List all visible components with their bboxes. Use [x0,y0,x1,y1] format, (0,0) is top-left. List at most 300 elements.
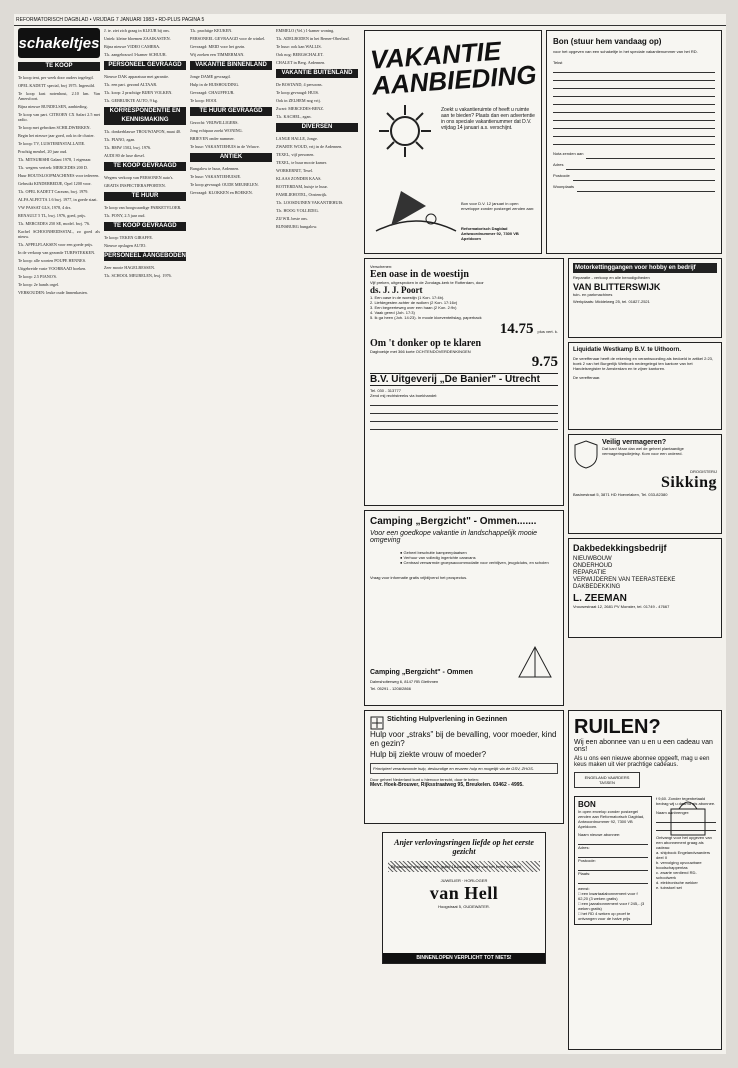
classified-ad [18,75,100,80]
hulp-italic: Principieel verantwoorde hulp, deskundige en ervaren hulp en mogelijk via de GSV, ZHOS. [370,763,558,774]
ruilen-badge: ENGELAND VAARDERS TASSEN [574,772,640,788]
classified-ad [276,106,358,111]
camping-ad [364,510,564,706]
ruilen-plaats-field[interactable] [578,876,648,884]
stichting-logo-icon [370,716,384,730]
vakantie-address: Reformatorisch Dagblad Antwoordnummer 92, 7300 VB Apeldoorn [461,226,519,241]
ruilen-ad [568,710,722,1050]
ad-text: VERKOUDEN: leuke oude linnenkasten. [18,290,88,295]
classified-ad [18,83,100,88]
ads-list-2e [104,205,186,218]
order-note: Zend mij rechtstreeks via boekhandel: [370,393,438,398]
ad-text: T.h. HOOG VOLLEDIG. [276,208,319,213]
ruilen-gift[interactable]: d. elektronische wekker [656,880,698,885]
classified-ad [190,44,272,49]
ad-text: Te koop: HOOI. [190,98,218,103]
classified-ad [276,36,358,41]
classified-ad [276,90,358,95]
classified-ad [104,175,186,180]
classified-ad [18,290,100,295]
order-line[interactable] [370,406,558,414]
ad-text: Te koop van part. CITROEN CX Safari 2.5 met radio. [18,112,100,122]
ad-text: PERSONEEL GEVRAAGD voor de winkel. [190,36,266,41]
bon-text-line[interactable] [553,65,715,73]
ads-list-4c [276,136,358,229]
classifieds-column-3 [190,28,272,198]
category-te-huur: TE HUUR [104,192,186,201]
ads-list-2f [104,235,186,248]
order-form-lines[interactable] [370,398,558,430]
classified-ad [276,192,358,197]
sikking-address: Basinestraat 5, 3871 HD Hoevelaken, Tel. 033-82380 [573,492,668,497]
classified-ad [18,258,100,263]
sikking-brand: Sikking [661,474,717,491]
ad-text: Gebruikt KINDERBEDJE, Opel 1200 voor. [18,181,92,186]
bon-woonplaats-row[interactable] [553,184,715,192]
ad-text: Gevraagd: KLOKKEN en BOEKEN. [190,190,253,195]
ad-text: Uitgebreide vaste VOORRAAD boeken. [18,266,87,271]
ad-text: De BOSTAND, 4 persoons. [276,82,323,87]
bon-postcode-row[interactable] [553,173,715,181]
classified-ad [104,273,186,278]
category-diversen: DIVERSEN [276,123,358,132]
classified-ad [190,52,272,57]
page-header: REFORMATORISCH DAGBLAD • VRIJDAG 7 JANUARI 1983 • RD-PLUS PAGINA 5 [14,14,726,26]
classified-ad [18,181,100,186]
ad-text: In de verkoop van gezonde TURFSTEKKEN. [18,250,96,255]
book-items [370,295,558,320]
ruilen-option[interactable]: □ een kwartaalabonnement voor f 62,20 (3 weken gratis) [578,891,638,901]
ruilen-plaats-label: Plaats: [578,871,591,876]
bon-text-line[interactable] [553,81,715,89]
classified-ad [190,136,272,141]
classified-ad [18,133,100,138]
classified-ad [276,200,358,205]
classified-ad [104,52,186,57]
classified-ad [276,168,358,173]
classified-ad [104,98,186,103]
classified-ad [18,165,100,170]
ad-text: Begin het nieuwe jaar goed, ook in de cluster. [18,133,95,138]
ad-text: T.k. APPELFLAKSEN voor een goede prijs. [18,242,94,247]
classified-ad [18,221,100,226]
motor-ad [568,258,722,338]
category-vakantie-binnenland: VAKANTIE BINNENLAND [190,61,272,70]
dak-name: L. ZEEMAN [573,593,627,604]
classified-ad [276,98,358,103]
classified-ad [18,282,100,287]
ad-text: Wegens verkoop van PERSONEN auto's. [104,175,174,180]
ads-list-4b [276,82,358,119]
classified-ad [276,28,358,33]
ad-text: T.k. wegens vertrek: MERCEDES 200 D. [18,165,88,170]
ad-text: LANGE HALLE, Jonge. [276,136,318,141]
classified-ad [18,157,100,162]
ad-text: Hulp in de HUISHOUDING. [190,82,240,87]
ad-text: TEXEL, te huur mooie kamer. [276,160,327,165]
classified-ad [276,60,358,65]
bon-adres-field[interactable] [566,162,715,170]
classified-ad [276,52,358,57]
ad-text: Prachtig meubel, 20 jaar oud. [18,149,68,154]
bon-adres-row[interactable] [553,162,715,170]
sun-beach-icon [375,101,435,161]
classified-ad [190,120,272,125]
book2-subtitle: Dagboekje met 366 korte OCHTENDOVERDENKINGEN [370,349,471,354]
sikking-small: DROGISTERIJ [690,469,717,474]
classified-ad [18,242,100,247]
bon-naam-field[interactable] [586,151,715,159]
category-te-koop: TE KOOP [18,62,100,71]
bon-text-line[interactable] [553,97,715,105]
ruilen-gift[interactable]: b. vervolging opvouwbare boodschappentas [656,860,702,870]
ad-text: Huur HOUTSLOOPMACHINES voor iedereen. [18,173,100,178]
liquidatie-sign: De vereffenaar. [573,375,601,380]
vanhell-title: Anjer verlovingsringen liefde op het eerste gezicht [394,838,534,856]
ruilen-naam-label: Naam nieuwe abonnee: [578,832,621,837]
sikking-body: Dat kan! Maar dan wel de geheel plantaardige vermageringsdiejetsy. Kom voor een ordered. [602,446,684,456]
classified-ad [18,112,100,122]
ad-text: Gezocht: VRIJWILLIGERS. [190,120,239,125]
bag-gift-icon [663,797,713,837]
classified-ad [104,213,186,218]
book2-price: 9.75 [531,354,558,370]
classified-ad [104,44,186,49]
classified-ad [190,128,272,133]
ad-text: Bungalow te huur, Ardennen. [190,166,240,171]
ads-list-3b [190,74,272,103]
ruilen-naam-field[interactable] [578,837,648,845]
order-line[interactable] [370,422,558,430]
ad-text: T.k. OPEL KADETT Caravan, bwj. 1979. [18,189,89,194]
motor-line2: tuin- en parkmachines [573,292,613,297]
ad-text: Te koop kast notenhout, 2.10 km. Van Amersfoort. [18,91,100,101]
sikking-title: Veilig vermageren? [602,439,667,446]
classified-ad [190,82,272,87]
sikking-ad [568,434,722,534]
category-te-huur-gevraagd: TE HUUR GEVRAAGD [190,107,272,116]
classified-ad [104,205,186,210]
classified-ad [104,82,186,87]
ad-text: GRATIS INSPECTIERAPPORTEN. [104,183,166,188]
order-line[interactable] [370,414,558,422]
ads-list-3d [190,166,272,195]
ads-list-4a [276,28,358,65]
bon-text-line[interactable] [553,73,715,81]
ad-text: T.k. ADELBODEN in het Berner-Oberland. [276,36,350,41]
ruilen-gift[interactable]: c. zwarte verdiend RD-schoolwerk [656,870,697,880]
bon-naam-row[interactable] [553,151,715,159]
camping-bullets [400,550,558,565]
ads-list-2b [104,74,186,103]
ad-text: Gevraagd: MEID voor het gezin. [190,44,246,49]
classified-ad [276,44,358,49]
bon-text-lines[interactable] [553,65,715,145]
camping-subtitle: Voor een goedkope vakantie in landschappelijk mooie omgeving [370,530,538,544]
ad-text: VW PASSAT GLS, 1978, 4 drs. [18,205,72,210]
book-price: 14.75 [499,321,534,337]
bon-title: Bon (stuur hem vandaag op) [553,37,662,46]
ad-text: Wij zoeken een TIMMERMAN. [190,52,245,57]
classified-ad [104,153,186,158]
ad-text: T.k. donkerblauwe TROUWJAPON, maat 40. [104,129,182,134]
ad-text: Kachel SCHOONHEIDSSTAL, zo goed als nieuw. [18,229,100,239]
ad-text: Te koop: TEKEN GIRAFFE. [104,235,153,240]
ad-text: Te koop: 2.5 PIANO'S. [18,274,57,279]
ad-text: T.k. een part. gezond ALTAAR. [104,82,158,87]
ruilen-wenst-label: wenst: [578,886,590,891]
ads-list-2g [104,265,186,278]
bon-text-line[interactable] [553,89,715,97]
hulp-ad [364,710,564,824]
ruilen-bon-title: BON [578,800,596,809]
ad-text: Jong echtpaar zoekt WONING. [190,128,243,133]
classified-ad [104,90,186,95]
book-item: 5. Ik ga heen (Joh. 14:23). In mooie kloeventeitslag, paperback [370,315,482,320]
ruilen-bon-body: In open envelop zonder postzegel zenden aan Reformatorisch Dagblad, Antwoordnummer 92, 7300 VB Apeldoorn. [578,809,645,829]
bon-intro: voor het opgeven van een schakeltje in het speciale vakantienummer van het RD. [553,49,698,54]
category-personeel-aangeboden: PERSONEEL AANGEBODEN [104,253,186,259]
classified-ad [190,166,272,171]
ads-list-2c [104,129,186,158]
liquidatie-title: Liquidatie Westkamp B.V. te Uithoorn. [573,347,682,353]
bon-text-line[interactable] [553,137,715,145]
vanhell-brand: van Hell [429,883,499,903]
publisher: B.V. Uitgeverij „De Banier" - Utrecht [370,373,558,386]
ad-text: WORKERNIT, Texel. [276,168,314,173]
ad-text: ROTTERDAM, huisje te huur. [276,184,328,189]
bon-woonplaats-field[interactable] [577,184,715,192]
classified-ad [18,229,100,239]
classified-ad [276,82,358,87]
ad-text: T.k. KACHEL, zgan. [276,114,312,119]
classified-ad [276,160,358,165]
classified-ad [276,152,358,157]
ads-list-2d [104,175,186,188]
category-vakantie-buitenland: VAKANTIE BUITENLAND [276,69,358,78]
ad-text: T.k. PIANO, zgan. [104,137,136,142]
classified-ad [18,173,100,178]
ad-text: Bijna nieuwe VIDEO CAMERA. [104,44,161,49]
bon-text-line[interactable] [553,105,715,113]
bon-postcode-label: Postcode [553,173,570,178]
classified-ad [18,205,100,210]
category-korrespondentie: KORRESPONDENTIE EN KENNISMAKING [104,107,186,125]
bon-adres-label: Adres [553,162,564,167]
ad-text: ZIJ WIL beste ons. [276,216,308,221]
camping-bullet: ● Geheel beschutte kampeerplaatsen [400,550,467,555]
ruilen-choice: Ontvangt voor het opgeven van een abonnement graag als cadeau: [656,835,712,850]
ruilen-naam-aanbrenger: Naam aanbrenger: [656,810,690,815]
bon-form [546,30,722,254]
dak-address: Vrouwestraat 12, 2681 PV Monster, tel. 01749 - 47667 [573,604,670,609]
ad-text: Nieuwe opslagen AUTO. [104,243,147,248]
classified-ad [276,136,358,141]
ad-text: T.k. GEBRUIKTE AUTO, 9 kg. [104,98,159,103]
ad-text: Te koop: 2e hands orgel. [18,282,60,287]
ad-text: Bijna nieuwe BUNDELSEN, aanbieding. [18,104,88,109]
camping-bullet: ● Verhuur van volledig ingerichte caravans [400,555,476,560]
classified-ad [104,265,186,270]
vakantie-footer: Bon voor D.V. 12 januari in open enveloppe zonder postzegel zenden aan: [461,201,535,211]
ad-text: Te koop: TV, LUISTERINSTALLATIE. [18,141,86,146]
classified-ad [18,104,100,109]
ruilen-gift[interactable]: a. shipbook Engelandvaarders deel II [656,850,711,860]
ruilen-gift[interactable]: e. tuinstoel set [656,885,682,890]
ad-text: Te huur: ook kan WALLIS. [276,44,322,49]
book-price-note: plus vert. k. [537,329,558,334]
classified-ad [190,74,272,79]
classified-ad [190,182,272,187]
classified-ad [104,74,186,79]
classified-ad [104,36,186,41]
dak-line: VERWIJDEREN VAN TEERASTEEKE DAKBEDEKKING [573,577,676,590]
ad-text: ZWARTE WOUD, vrij in de Ardennen. [276,144,343,149]
classified-ad [18,141,100,146]
shield-icon [573,439,599,469]
bon-woonplaats-label: Woonplaats [553,184,575,189]
classified-ad [276,208,358,213]
ad-text: T.k. MERCEDES 250 SE, model. bwj. '76. [18,221,91,226]
dak-ad [568,538,722,638]
vanhell-ad [382,832,546,964]
camping-bullet: ● Centraal verwarmde groepsaccommodatie voor verblijven, jeugdclubs, en scholen [400,560,549,565]
camping-contact-title: Camping „Bergzicht" - Ommen [370,669,473,676]
dak-title: Dakbedekkingsbedrijf [573,543,667,553]
ad-text: T.k. MITSUBISHI Galant 1978, 1 eigenaar. [18,157,92,162]
classified-ad [18,149,100,154]
motor-title: Motorkettinggangen voor hobby en bedrijf [573,263,717,273]
beach-scene-illustration [371,171,461,241]
dak-line: NIEUWBOUW [573,556,612,562]
ad-text: Zwart: MERCEDES-BENZ. [276,106,324,111]
ruilen-line1: Wij een abonnee van u en u een cadeau van ons! [574,739,713,753]
vanhell-small: JUWELIER · HORLOGER [440,878,488,883]
liquidatie-notice [568,342,722,430]
ad-text: T.k. koop: 2 prachtige BIJEN VOLKEN. [104,90,173,95]
classified-ad [18,189,100,194]
bon-text-line[interactable] [553,113,715,121]
classified-ad [104,28,186,33]
classified-ad [104,243,186,248]
bon-text-line[interactable] [553,129,715,137]
ad-text: Te koop: alle soorten POUPE HENNES. [18,258,87,263]
motor-line1: Reparatie - verkoop en alle benodigdheden [573,275,650,280]
ruilen-right-note: f 9,60. Zonder tegenbetaald bedrag wij u daarna als abonnee. [656,796,716,806]
ad-text: FAMILIEHOTEL, Oostenrijk. [276,192,328,197]
ad-text: Te koop van hoogwaardige PARKETVLOER. [104,205,182,210]
category-te-koop-gevraagd: TE KOOP GEVRAAGD [104,162,186,171]
ad-text: OPEL KADETT special, bwj 1975. Ingeruild. [18,83,95,88]
camping-title: Camping „Bergzicht" - Ommen....... [370,516,537,527]
motor-address: Werkplaats: Middelweg 25, tel. 01827-2521 [573,299,650,304]
classified-ad [276,224,358,229]
ruilen-postcode-field[interactable] [578,863,648,871]
ruilen-options [578,891,648,921]
book2-title: Om 't donker op te klaren [370,338,482,349]
book-subtitle: Vijf preken, uitgesproken in de Zondags-kerk te Rotterdam, door [370,280,484,285]
ruilen-adres-label: Adres: [578,845,590,850]
classifieds-column-2 [104,28,186,281]
hulp-line1: Hulp voor „straks" bij de bevalling, voor moeder, kind en gezin? [370,730,557,748]
book-intro: Verschenen: [370,264,393,269]
tent-icon [515,641,555,681]
book-item: 3. Een begeerteweg over een haan (2 Kon. 2:9v) [370,305,457,310]
hulp-line2: Hulp bij ziekte vrouw of moeder? [370,750,487,759]
vakantie-title: VAKANTIE AANBIEDING [369,35,538,101]
motor-brand: VAN BLITTERSWIJK [573,282,661,292]
ad-text: T.k. BMW 1502, bwj. 1976. [104,145,152,150]
bon-text-line[interactable] [553,121,715,129]
ruilen-option[interactable]: □ een jaarabonnement voor f 245,- (3 weken gratis) [578,901,645,911]
dak-line: ONDERHOUD [573,563,613,569]
classified-ad [190,36,272,41]
classified-ad [18,266,100,271]
classified-ad [190,174,272,179]
newspaper-page [14,14,726,1054]
ad-text: CHALET in Berg. Ardennen. [276,60,326,65]
ad-text: Uniek: kleine bloemen ZAAIKASTEN. [104,36,171,41]
classified-ad [18,125,100,130]
classified-ad [276,216,358,221]
ruilen-body: Als u ons een nieuwe abonnee opgeeft, mag u een keus maken uit vier prachtige cadeaus. [574,756,710,768]
ad-text: Nieuwe DAK apparatuur met garantie. [104,74,169,79]
order-line[interactable] [370,398,558,406]
classified-ad [276,176,358,181]
ad-text: Gevraagd: CHAUFFEUR. [190,90,235,95]
vakantie-aanbieding-ad [364,30,542,254]
classified-ad [104,129,186,134]
book-ad [364,258,564,506]
ad-text: BRIEVEN onder nummer. [190,136,235,141]
bon-tekst-label: Tekst [553,60,563,65]
bon-naam-label: Nota zenden aan [553,151,584,156]
ad-text: Zeer mooie HAGELBESSEN. [104,265,156,270]
ad-text: T.k. prachtige KEUKEN. [190,28,233,33]
ad-text: EMMELO (Vel.) 1-kamer woning. [276,28,335,33]
ruilen-option[interactable]: □ het RD 4 weken op proef te ontvangen voor de halve prijs [578,911,631,921]
vanhell-body: Bij aankoop ontvangt u een gratis 18-karaats anjer van het beste kwaliteit. [388,861,540,872]
classified-ad [18,250,100,255]
classified-ad [276,184,358,189]
classified-ad [190,190,272,195]
book-title: Een oase in de woestijn [370,269,469,280]
classified-ad [18,274,100,279]
ads-list-3c [190,120,272,149]
classified-ad [18,91,100,101]
classified-ad [104,145,186,150]
ad-text: Te koop met gebroken SCHILDWERKEN. [18,125,91,130]
classified-ad [104,235,186,240]
dak-line: REPARATIE [573,570,607,576]
classified-ad [18,213,100,218]
book-author: ds. J. J. Poort [370,285,423,295]
hulp-title: Stichting Hulpverlening in Gezinnen [387,716,508,723]
ad-text: T.k. PONY, 2.5 jaar oud. [104,213,146,218]
masthead-title: schakeltjes [18,28,100,58]
ad-text: Te koop tent, per week door ouders ingelegd. [18,75,94,80]
ad-text: ALFA ALFETTA 1.6 bwj. 1977, in goede staat. [18,197,98,202]
hulp-contact: Door geheel Nederland kunt u hiervoor terecht, door te belen: [370,777,479,782]
classified-ad [190,90,272,95]
ads-list-1 [18,75,100,295]
order-phone: Tel. 030 - 313777 [370,388,401,393]
bon-postcode-field[interactable] [573,173,715,181]
ruilen-adres-field[interactable] [578,850,648,858]
classified-ad [276,114,358,119]
dak-lines [573,556,717,591]
classified-ad [190,98,272,103]
